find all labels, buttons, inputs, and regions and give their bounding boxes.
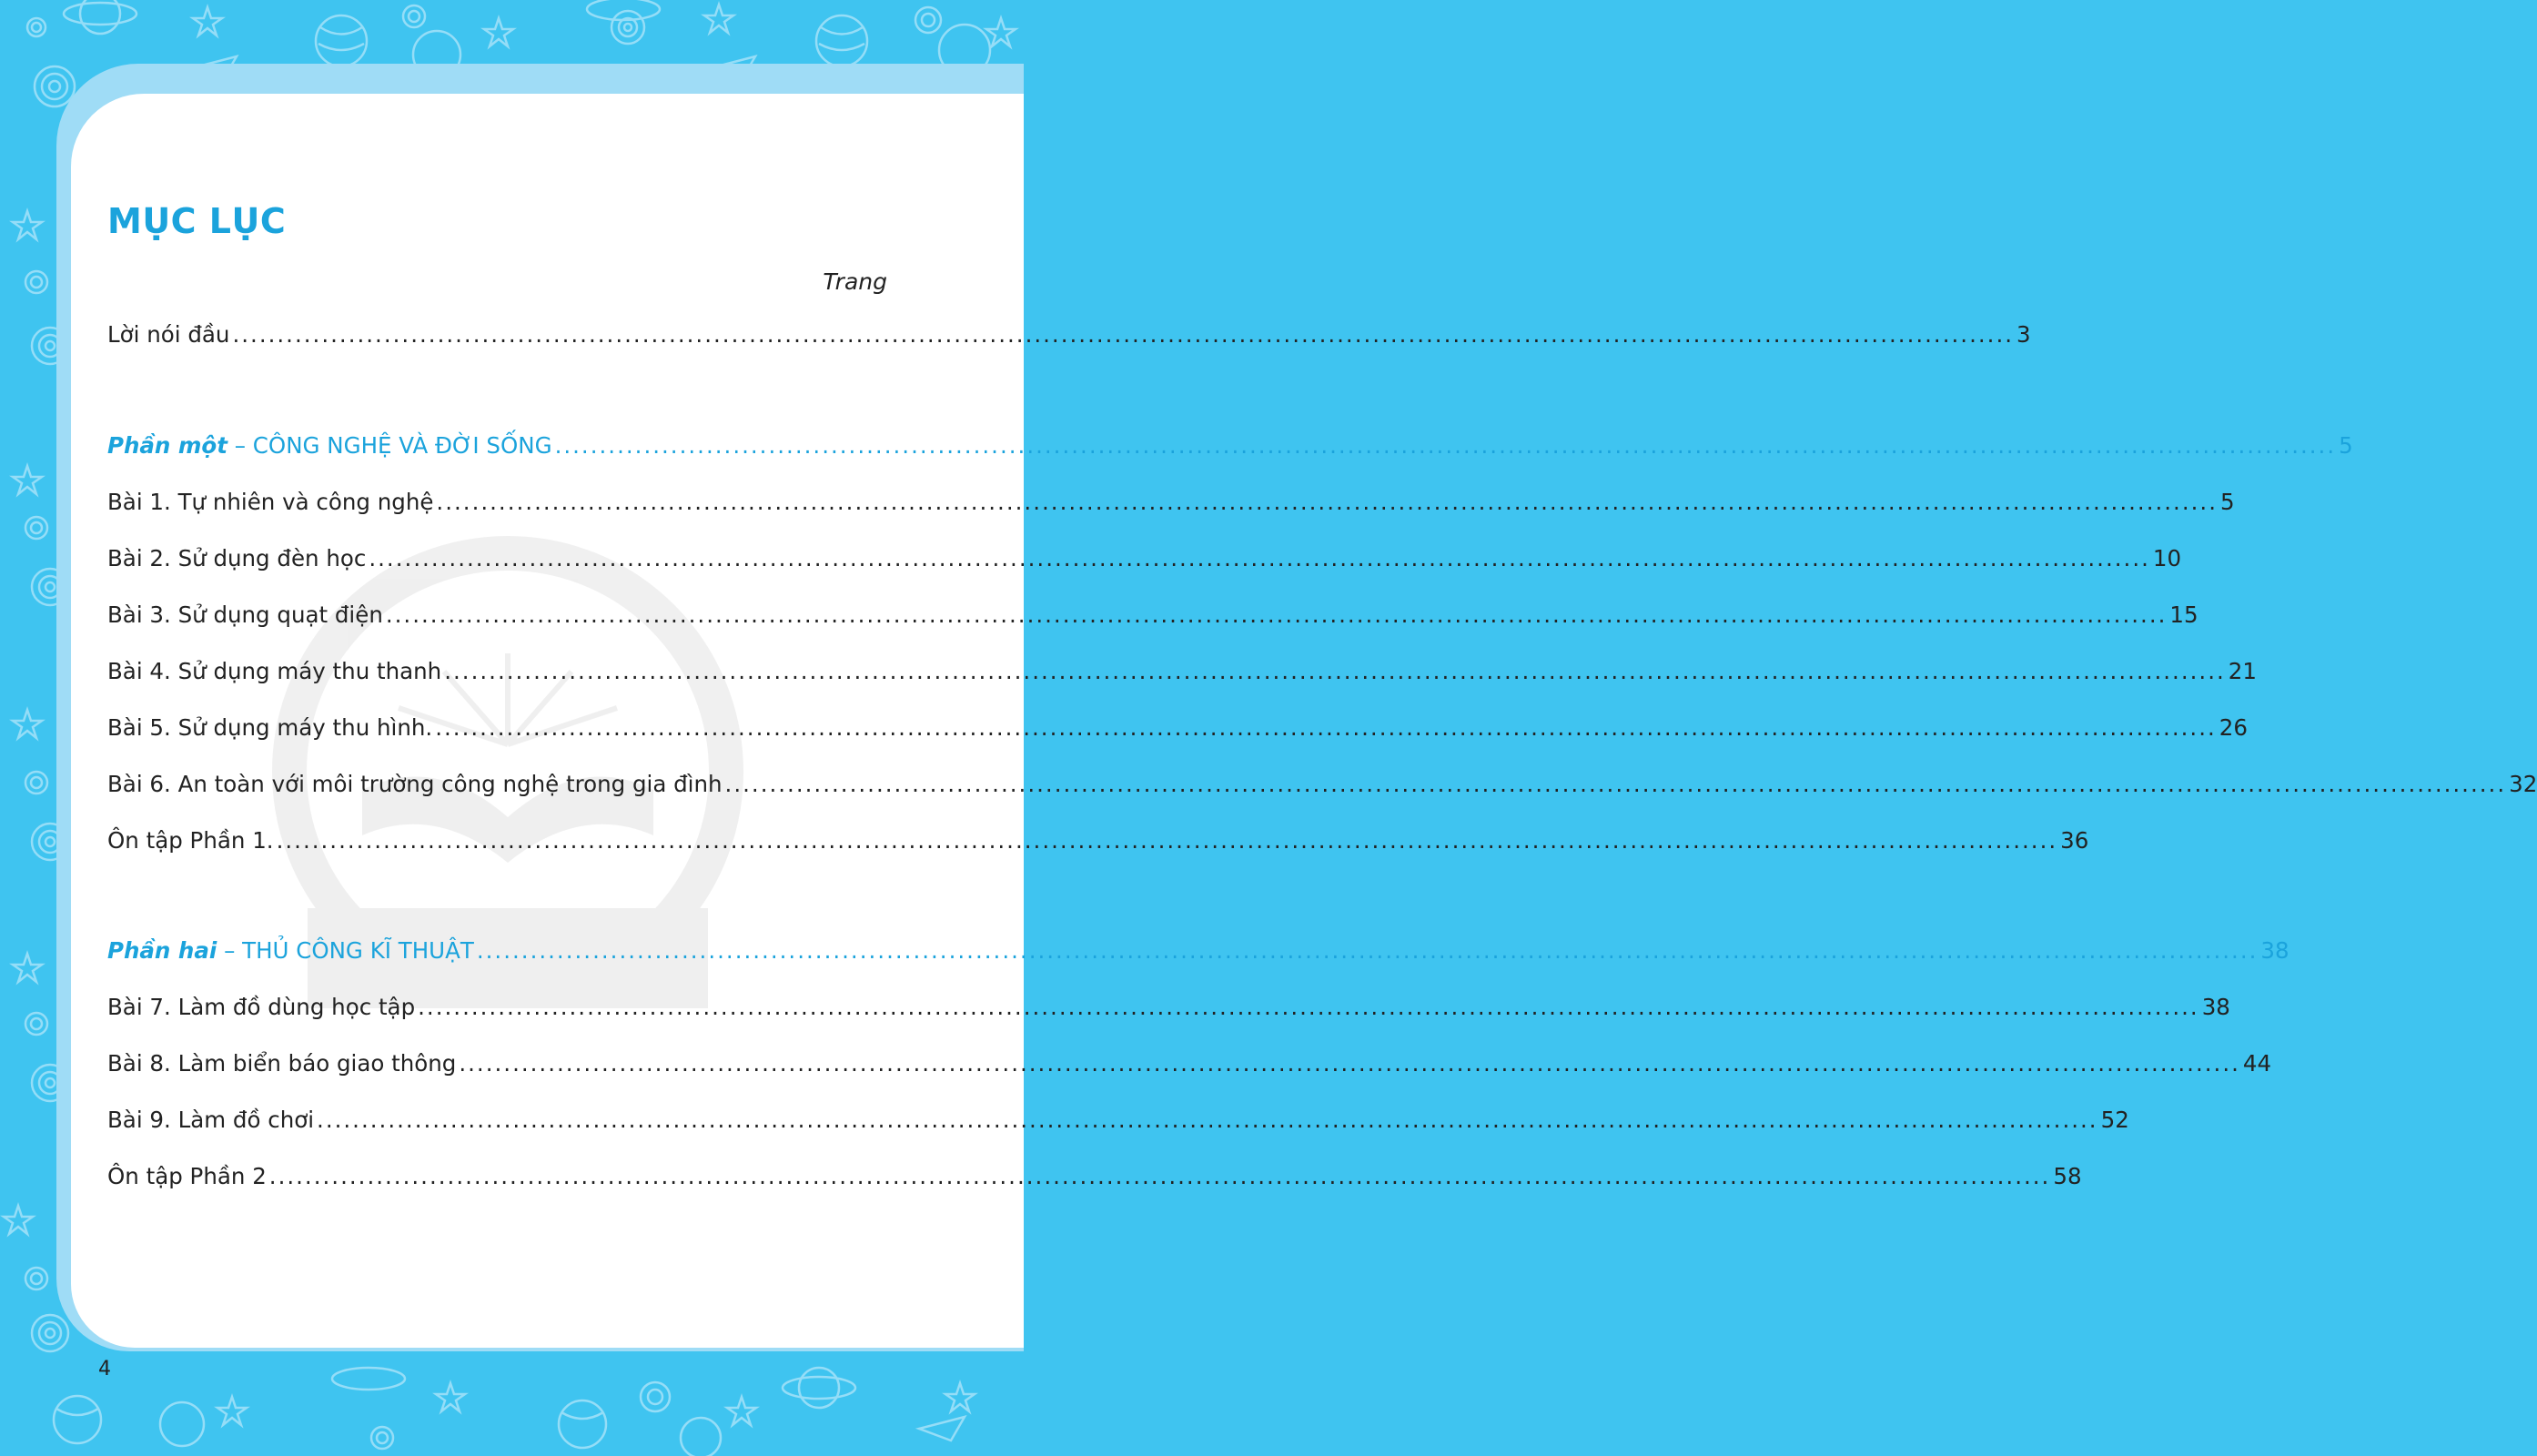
- toc-entry-lesson-4[interactable]: [107, 658, 2257, 684]
- toc-entry-lesson-6[interactable]: [107, 771, 2537, 797]
- toc-entry-page: 3: [2016, 321, 2031, 348]
- toc-entry-page: 21: [2228, 658, 2257, 684]
- toc-entry-label: Bài 5. Sử dụng máy thu hình.: [107, 714, 433, 741]
- dot-leader: ........................................................................................................................................................................................................: [436, 489, 2218, 515]
- toc-entry-label: Bài 9. Làm đồ chơi: [107, 1107, 315, 1133]
- toc-entry-label: Bài 4. Sử dụng máy thu thanh: [107, 658, 442, 684]
- toc-entry-page: 36: [2060, 827, 2089, 854]
- toc-entry-review-1[interactable]: [107, 827, 2089, 854]
- toc-entry-label: Bài 1. Tự nhiên và công nghệ: [107, 489, 434, 515]
- toc-entry-lesson-1[interactable]: [107, 489, 2235, 515]
- toc-entry-page: 15: [2169, 602, 2198, 628]
- toc-entry-page: 32: [2509, 771, 2537, 797]
- toc-entry-label: Bài 2. Sử dụng đèn học: [107, 545, 367, 571]
- toc-entry-lesson-2[interactable]: [107, 545, 2182, 571]
- dot-leader: ........................................................................................................................................................................................................: [418, 994, 2199, 1020]
- dot-leader: ........................................................................................................................................................................................................: [232, 321, 2015, 348]
- toc-title: MỤC LỤC: [107, 201, 287, 241]
- toc-entry-page: 10: [2152, 545, 2182, 571]
- toc-entry-page: 26: [2219, 714, 2248, 741]
- toc-entry-label: Lời nói đầu: [107, 321, 230, 348]
- toc-entry-intro[interactable]: [107, 321, 2031, 348]
- dot-leader: ........................................................................................................................................................................................................: [476, 937, 2259, 964]
- dot-leader: ........................................................................................................................................................................................................: [276, 827, 2058, 854]
- part-heading-label: [107, 937, 474, 964]
- dot-leader: ........................................................................................................................................................................................................: [724, 771, 2507, 797]
- page-column-header: Trang: [823, 268, 887, 295]
- toc-entry-lesson-7[interactable]: [107, 994, 2230, 1020]
- toc-entry-label: Bài 6. An toàn với môi trường công nghệ trong gia đình: [107, 771, 723, 797]
- toc-entry-page: 44: [2242, 1050, 2272, 1077]
- dot-leader: ........................................................................................................................................................................................................: [554, 432, 2337, 459]
- toc-entry-lesson-3[interactable]: [107, 602, 2198, 628]
- dot-leader: ........................................................................................................................................................................................................: [385, 602, 2168, 628]
- toc-entry-page: 5: [2339, 432, 2353, 459]
- toc-entry-label: Bài 8. Làm biển báo giao thông: [107, 1050, 457, 1077]
- toc-entry-page: 58: [2053, 1163, 2082, 1189]
- toc-part-2-heading[interactable]: [107, 937, 2289, 964]
- dot-leader: ........................................................................................................................................................................................................: [444, 658, 2226, 684]
- toc-entry-label: Ôn tập Phần 1.: [107, 827, 274, 854]
- page-paper: [71, 94, 2537, 1348]
- toc-entry-label: Bài 7. Làm đồ dùng học tập: [107, 994, 416, 1020]
- toc-entry-page: 52: [2100, 1107, 2129, 1133]
- toc-entry-page: 38: [2260, 937, 2289, 964]
- part-title: – CÔNG NGHỆ VÀ ĐỜI SỐNG: [227, 432, 552, 459]
- dot-leader: ........................................................................................................................................................................................................: [268, 1163, 2051, 1189]
- toc-entry-page: 38: [2201, 994, 2230, 1020]
- toc-entry-review-2[interactable]: [107, 1163, 2082, 1189]
- dot-leader: ........................................................................................................................................................................................................: [435, 714, 2217, 741]
- dot-leader: ........................................................................................................................................................................................................: [369, 545, 2150, 571]
- toc-entry-lesson-8[interactable]: [107, 1050, 2272, 1077]
- page-number: 4: [98, 1358, 111, 1380]
- part-name: Phần hai: [107, 937, 217, 964]
- toc-entry-label: Bài 3. Sử dụng quạt điện: [107, 602, 383, 628]
- part-name: Phần một: [107, 432, 227, 459]
- toc-entry-page: 5: [2220, 489, 2235, 515]
- toc-part-1-heading[interactable]: [107, 432, 2353, 459]
- dot-leader: ........................................................................................................................................................................................................: [459, 1050, 2240, 1077]
- toc-entry-label: Ôn tập Phần 2: [107, 1163, 267, 1189]
- toc-entry-lesson-5[interactable]: [107, 714, 2248, 741]
- part-heading-label: [107, 432, 552, 459]
- toc-entry-lesson-9[interactable]: [107, 1107, 2129, 1133]
- dot-leader: ........................................................................................................................................................................................................: [317, 1107, 2098, 1133]
- part-title: – THỦ CÔNG KĨ THUẬT: [217, 937, 474, 964]
